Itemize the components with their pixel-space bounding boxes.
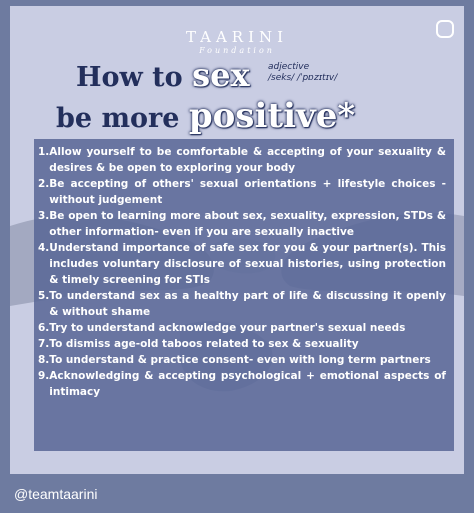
list-item-number: 3. (38, 210, 50, 222)
social-handle[interactable]: @teamtaarini (14, 486, 98, 502)
list-item-number: 8. (38, 354, 50, 366)
list-item (38, 320, 446, 336)
list-item (38, 288, 446, 320)
list-item-text: Be accepting of others' sexual orientations + lifestyle choices - without judgement (49, 178, 446, 206)
list-item (38, 368, 446, 400)
brand-name: TAARINI (185, 28, 289, 46)
list-item (38, 240, 446, 288)
list-item-text: Understand importance of safe sex for you & your partner(s). This includes voluntary disclosure of sexual histories, using protection & timely screening for STIs (49, 242, 446, 286)
title-line-2 (56, 96, 355, 136)
list-item-number: 2. (38, 178, 50, 190)
brand-subtitle: Foundation (199, 46, 275, 55)
list-item-number: 4. (38, 242, 50, 254)
list-item-number: 9. (38, 370, 50, 382)
list-item (38, 336, 446, 352)
list-item (38, 176, 446, 208)
title-word-positive: positive* (188, 96, 356, 136)
word-definition (268, 62, 337, 84)
list-item-number: 1. (38, 146, 50, 158)
list-item-text: To dismiss age-old taboos related to sex & sexuality (49, 338, 359, 350)
title-line-1-prefix: How to (76, 62, 183, 93)
list-item-text: To understand & practice consent- even with long term partners (49, 354, 431, 366)
list-item-number: 5. (38, 290, 50, 302)
title-line-1 (76, 56, 250, 94)
list-item-text: Try to understand acknowledge your partner's sexual needs (49, 322, 406, 334)
list-item-text: Be open to learning more about sex, sexuality, expression, STDs & other information- even if you are sexually inactive (49, 210, 446, 238)
title-line-2-prefix: be more (56, 103, 180, 134)
title-word-sex: sex (192, 56, 250, 94)
list-item-number: 6. (38, 322, 50, 334)
square-outline-icon[interactable] (436, 20, 454, 38)
list-item (38, 352, 446, 368)
list-item (38, 208, 446, 240)
list-item (38, 144, 446, 176)
list-item-number: 7. (38, 338, 50, 350)
tips-list (38, 144, 446, 400)
list-item-text: Acknowledging & accepting psychological + emotional aspects of intimacy (49, 370, 446, 398)
definition-part-of-speech: adjective (268, 62, 310, 72)
post-card (10, 6, 464, 474)
definition-pronunciation: /seks/ /ˈpɒzɪtɪv/ (268, 73, 338, 83)
list-item-text: Allow yourself to be comfortable & accepting of your sexuality & desires & be open to exploring your body (49, 146, 446, 174)
list-item-text: To understand sex as a healthy part of life & discussing it openly & without shame (49, 290, 446, 318)
